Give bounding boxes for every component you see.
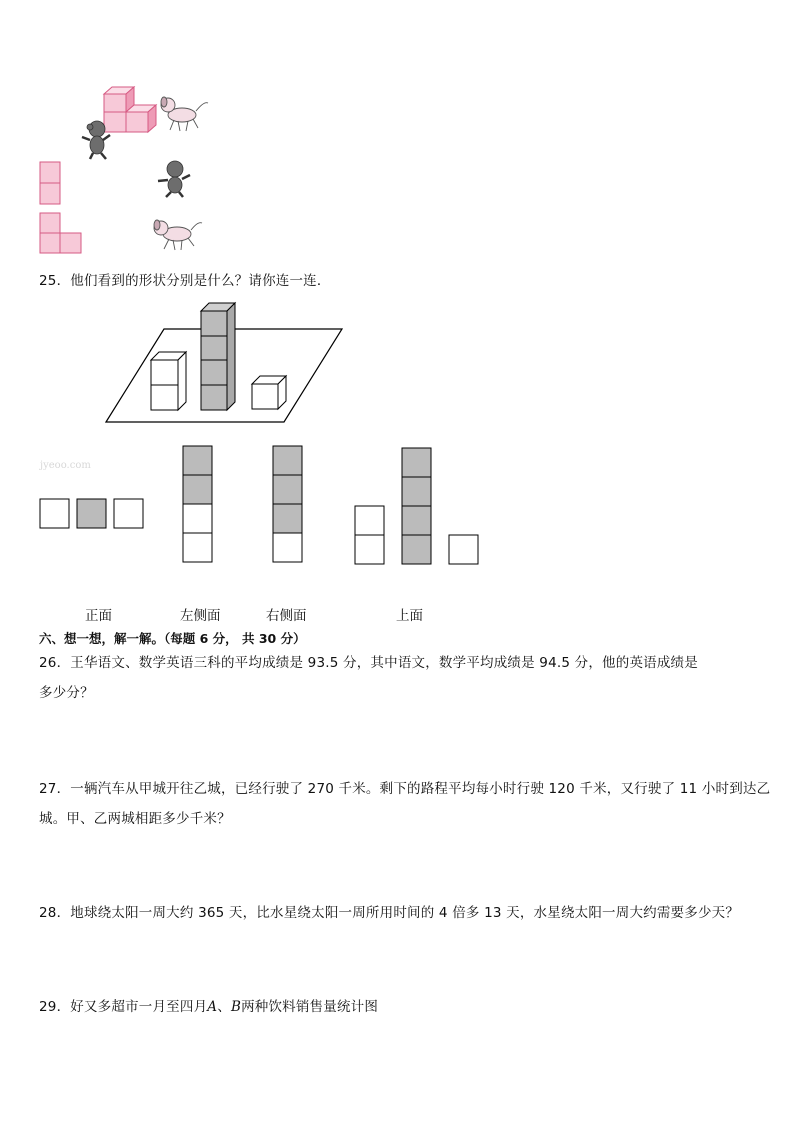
q27-line1: 27．一辆汽车从甲城开往乙城，已经行驶了 270 千米。剩下的路程平均每小时行驶 120 千米，又行驶了 11 小时到达乙 [39,781,771,797]
tall-stack [201,303,235,410]
dog-icon [154,220,202,250]
q25-view-options [38,444,483,568]
q26-line1: 26．王华语文、数学英语三科的平均成绩是 93.5 分，其中语文，数学平均成绩是 94.5 分，他的英语成绩是 [39,655,698,671]
q29-prefix: 29．好又多超市一月至四月 [39,999,208,1015]
label-top: 上面 [396,608,423,624]
q29-sep: 、 [217,999,231,1015]
q25-text: 25．他们看到的形状分别是什么？请你连一连． [39,273,331,289]
q27-line2: 城。甲、乙两城相距多少千米？ [39,811,231,827]
q29-var-a: A [207,999,218,1015]
q24-figure [30,75,230,260]
q25-3d-figure [100,298,350,428]
q29-var-b: B [230,999,242,1015]
monkey-icon [158,161,190,197]
dog-icon [161,97,208,131]
view-column-a [183,446,212,562]
view-column-b [273,446,302,562]
watermark: jyeoo.com [40,460,91,471]
q29-suffix: 两种饮料销售量统计图 [241,999,379,1015]
label-front: 正面 [85,608,112,624]
view-option-l-shape [40,213,81,253]
q29-text [39,992,378,1022]
single-cube [252,376,286,409]
section-6-title: 六、想一想，解一解。（每题 6 分， 共 30 分） [39,631,306,646]
pink-cube-structure [104,87,156,132]
label-right-side: 右侧面 [266,608,307,624]
q28-text: 28．地球绕太阳一周大约 365 天，比水星绕太阳一周所用时间的 4 倍多 13 天，水星绕太阳一周大约需要多少天？ [39,905,740,921]
label-left-side: 左侧面 [180,608,221,624]
q26-line2: 多少分？ [39,685,94,701]
left-stack [151,352,186,410]
view-front-row [40,499,143,528]
view-side-group [355,448,478,564]
view-option-two-vertical [40,162,60,204]
